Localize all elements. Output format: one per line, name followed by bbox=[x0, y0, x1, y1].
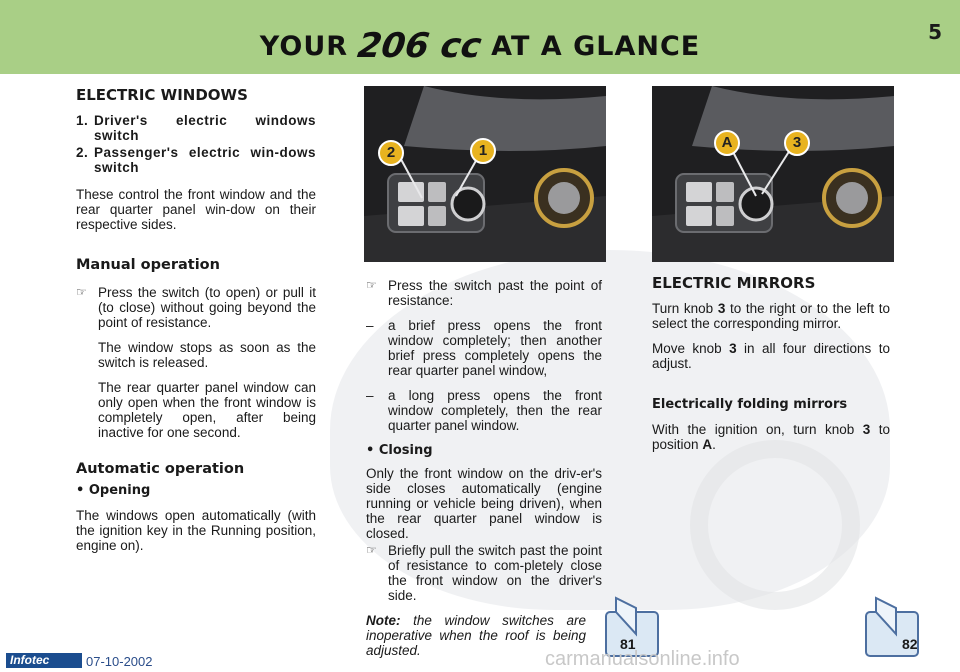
callout-A: A bbox=[714, 130, 740, 156]
footer-date: 07-10-2002 bbox=[86, 654, 153, 669]
closing-paragraph: Only the front window on the driv-er's side closes automatically (engine running or vehicle being driven), when the rear quarter panel window is closed. bbox=[366, 466, 602, 541]
mirror-knob-image bbox=[652, 86, 894, 262]
bullet-text: Briefly pull the switch past the point of resistance to com-pletely close the front window on the driver's side. bbox=[388, 543, 602, 603]
pointing-hand-icon: ☞ bbox=[366, 543, 377, 557]
dash-item: – a brief press opens the front window completely; then another brief press completely opens the rear quarter panel window, bbox=[366, 318, 602, 378]
note-text: the window switches are inoperative when the roof is being adjusted. bbox=[366, 613, 586, 658]
bullet-item bbox=[366, 543, 602, 603]
item-text: Driver's electric windows switch bbox=[94, 113, 316, 143]
page-reference-82[interactable] bbox=[862, 596, 924, 658]
model-logo: 206 cc bbox=[355, 26, 484, 66]
mirror-knob-photo bbox=[652, 86, 894, 262]
watermark: carmanualsonline.info bbox=[545, 648, 740, 670]
item-text: Passenger's electric win-dows switch bbox=[94, 145, 316, 175]
pointing-hand-icon: ☞ bbox=[366, 278, 377, 292]
folding-mirrors-subheading: Electrically folding mirrors bbox=[652, 397, 848, 412]
title-suffix: AT A GLANCE bbox=[491, 31, 701, 62]
item-number: 2. bbox=[76, 145, 89, 160]
paragraph: The window stops as soon as the switch is released. bbox=[98, 340, 316, 370]
page-ref-number: 81 bbox=[620, 636, 636, 652]
item-number: 1. bbox=[76, 113, 89, 128]
dash-text: a brief press opens the front window completely; then another brief press completely opens the rear quarter panel window, bbox=[388, 318, 602, 378]
window-switch-image bbox=[364, 86, 606, 262]
opening-paragraph: The windows open automatically (with the ignition key in the Running position, engine on). bbox=[76, 508, 316, 553]
page-header bbox=[0, 0, 960, 74]
section-heading-electric-mirrors: ELECTRIC MIRRORS bbox=[652, 274, 816, 292]
bullet-text: Press the switch past the point of resistance: bbox=[388, 278, 602, 308]
paragraph: The rear quarter panel window can only open when the front window is completely open, after being inactive for one second. bbox=[98, 380, 316, 440]
window-switch-photo bbox=[364, 86, 606, 262]
manual-operation-heading: Manual operation bbox=[76, 257, 220, 273]
callout-1: 1 bbox=[470, 138, 496, 164]
note-label: Note: bbox=[366, 613, 401, 628]
list-item bbox=[76, 145, 316, 175]
page-ref-number: 82 bbox=[902, 636, 918, 652]
middle-column bbox=[366, 278, 602, 668]
callout-2: 2 bbox=[378, 140, 404, 166]
bullet-item bbox=[366, 278, 602, 308]
page-number: 5 bbox=[928, 20, 942, 44]
wheel-illustration bbox=[690, 440, 860, 610]
section-heading-electric-windows: ELECTRIC WINDOWS bbox=[76, 86, 248, 104]
bullet-item bbox=[76, 285, 316, 330]
paragraph: Move knob 3 in all four directions to adjust. bbox=[652, 341, 890, 371]
pointing-hand-icon: ☞ bbox=[76, 285, 87, 299]
bullet-text: Press the switch (to open) or pull it (to close) without going beyond the point of resistance. bbox=[98, 285, 316, 330]
right-column bbox=[652, 276, 890, 462]
page-title bbox=[0, 26, 960, 66]
paragraph: With the ignition on, turn knob 3 to position A. bbox=[652, 422, 890, 452]
callout-3: 3 bbox=[784, 130, 810, 156]
paragraph: Turn knob 3 to the right or to the left to select the corresponding mirror. bbox=[652, 301, 890, 331]
title-prefix: YOUR bbox=[259, 31, 349, 62]
infotec-logo: Infotec bbox=[6, 653, 82, 668]
dash-item: – a long press opens the front window completely, then the rear quarter panel window. bbox=[366, 388, 602, 433]
list-item bbox=[76, 113, 316, 143]
automatic-operation-heading: Automatic operation bbox=[76, 461, 245, 477]
left-column bbox=[76, 88, 316, 563]
intro-paragraph: These control the front window and the rear quarter panel win-dow on their respective sides. bbox=[76, 187, 316, 232]
closing-label: • Closing bbox=[366, 443, 433, 458]
opening-label: • Opening bbox=[76, 483, 151, 498]
dash-text: a long press opens the front window completely, then the rear quarter panel window. bbox=[388, 388, 602, 433]
